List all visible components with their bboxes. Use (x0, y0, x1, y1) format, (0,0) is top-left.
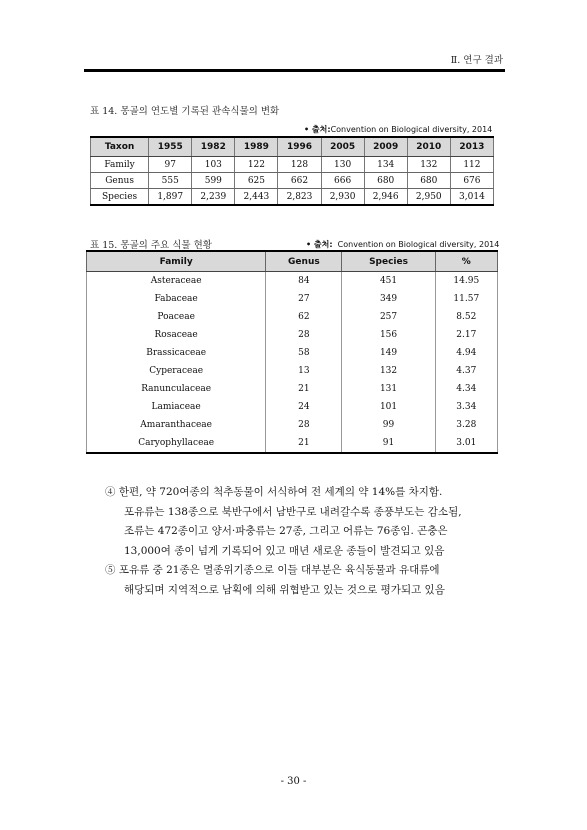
table15-header-cell: % (435, 251, 497, 272)
table-row (87, 272, 498, 291)
table15-cell: Rosaceae (87, 326, 266, 344)
table14-cell: 2,239 (192, 189, 235, 206)
paragraph-line: ⑤ 포유류 중 21종은 멸종위기종으로 이들 대부분은 육식동물과 유대류에 (105, 564, 440, 576)
table14-source (304, 124, 492, 135)
table14-cell: 2,443 (235, 189, 278, 206)
page-number: - 30 - (280, 776, 307, 787)
table-row (87, 380, 498, 398)
table15-cell: 14.95 (435, 272, 497, 291)
table15-cell: 149 (342, 344, 435, 362)
table15-cell: 28 (266, 416, 342, 434)
table14-header-cell: 1982 (192, 137, 235, 157)
table15-cell: 3.34 (435, 398, 497, 416)
table-row (91, 173, 494, 189)
table14-source-label: • 출처: (304, 125, 331, 134)
table14-cell: 3,014 (450, 189, 493, 206)
table14-header-cell: 1989 (235, 137, 278, 157)
table15-cell: Cyperaceae (87, 362, 266, 380)
table14-header-cell: Taxon (91, 137, 149, 157)
header-rule (84, 69, 505, 72)
table15-cell: 2.17 (435, 326, 497, 344)
table15-cell: 21 (266, 434, 342, 453)
table15-cell: 27 (266, 290, 342, 308)
table14-cell: 134 (364, 157, 407, 173)
table15-header-cell: Species (342, 251, 435, 272)
paragraph-4 (105, 483, 505, 561)
table15-cell: 3.01 (435, 434, 497, 453)
table15-source-label: • 출처: (306, 240, 333, 249)
table14-cell: 97 (149, 157, 192, 173)
table14-header-cell: 2009 (364, 137, 407, 157)
table15-cell: 91 (342, 434, 435, 453)
table15-cell: 4.94 (435, 344, 497, 362)
table14-cell: 103 (192, 157, 235, 173)
section-header: Ⅱ. 연구 결과 (450, 55, 503, 66)
table14-cell: 599 (192, 173, 235, 189)
table15-cell: Ranunculaceae (87, 380, 266, 398)
table-row (87, 308, 498, 326)
table15-header-cell: Genus (266, 251, 342, 272)
table15-cell: Caryophyllaceae (87, 434, 266, 453)
table15-cell: 4.34 (435, 380, 497, 398)
paragraph-line: 포유류는 138종으로 북반구에서 남반구로 내려갈수록 종풍부도는 감소됨, (124, 505, 462, 518)
table-row (91, 189, 494, 206)
table-row (87, 290, 498, 308)
table15-header-cell: Family (87, 251, 266, 272)
table15-cell: 13 (266, 362, 342, 380)
table15-header-row (87, 251, 498, 272)
table14-body (91, 157, 494, 206)
table-row (87, 326, 498, 344)
table14-cell: 128 (278, 157, 321, 173)
table15-cell: 451 (342, 272, 435, 291)
table15-cell: 3.28 (435, 416, 497, 434)
table14-cell: 2,823 (278, 189, 321, 206)
table14-cell: 1,897 (149, 189, 192, 206)
table15-cell: 257 (342, 308, 435, 326)
table15-cell: 24 (266, 398, 342, 416)
table14-cell: 680 (407, 173, 450, 189)
table14 (90, 136, 494, 206)
table14-cell: Species (91, 189, 149, 206)
paragraph-line: 13,000여 종이 넘게 기록되어 있고 매년 새로운 종들이 발견되고 있음 (124, 544, 445, 557)
table15-cell: Lamiaceae (87, 398, 266, 416)
table14-cell: 555 (149, 173, 192, 189)
table14-cell: Genus (91, 173, 149, 189)
table14-cell: 122 (235, 157, 278, 173)
table15 (86, 250, 498, 454)
table14-cell: 2,950 (407, 189, 450, 206)
table14-cell: 112 (450, 157, 493, 173)
table14-cell: 130 (321, 157, 364, 173)
table14-header-cell: 1996 (278, 137, 321, 157)
table15-cell: 132 (342, 362, 435, 380)
table15-source (306, 239, 499, 250)
table15-cell: 156 (342, 326, 435, 344)
table14-header-cell: 2013 (450, 137, 493, 157)
paragraph-line: 조류는 472종이고 양서·파충류는 27종, 그리고 어류는 76종임. 곤충은 (124, 525, 448, 537)
table15-cell: 101 (342, 398, 435, 416)
paragraph-line: ④ 한편, 약 720여종의 척추동물이 서식하여 전 세계의 약 14%를 차지함. (105, 486, 443, 498)
table14-source-text: Convention on Biological diversity, 2014 (330, 125, 493, 134)
table15-caption: 표 15. 몽골의 주요 식물 현황 (90, 240, 212, 251)
table15-cell: 84 (266, 272, 342, 291)
table15-cell: Brassicaceae (87, 344, 266, 362)
table-row (87, 416, 498, 434)
table14-caption: 표 14. 몽골의 연도별 기록된 관속식물의 변화 (90, 106, 280, 117)
table15-cell: 11.57 (435, 290, 497, 308)
table15-cell: 28 (266, 326, 342, 344)
table15-cell: Fabaceae (87, 290, 266, 308)
table14-cell: Family (91, 157, 149, 173)
table15-cell: 8.52 (435, 308, 497, 326)
table15-body (87, 272, 498, 454)
table14-cell: 2,946 (364, 189, 407, 206)
table-row (87, 398, 498, 416)
table14-header-row (91, 137, 494, 157)
paragraph-line: 해당되며 지역적으로 남획에 의해 위협받고 있는 것으로 평가되고 있음 (124, 583, 445, 596)
table15-cell: 21 (266, 380, 342, 398)
table-row (91, 157, 494, 173)
table15-cell: 131 (342, 380, 435, 398)
table15-cell: 62 (266, 308, 342, 326)
table15-cell: Amaranthaceae (87, 416, 266, 434)
table14-cell: 662 (278, 173, 321, 189)
table14-header-cell: 2010 (407, 137, 450, 157)
table14-cell: 680 (364, 173, 407, 189)
table-row (87, 434, 498, 453)
table15-cell: 4.37 (435, 362, 497, 380)
table15-cell: Asteraceae (87, 272, 266, 291)
table14-cell: 625 (235, 173, 278, 189)
table14-header-cell: 2005 (321, 137, 364, 157)
table14-header-cell: 1955 (149, 137, 192, 157)
table15-cell: Poaceae (87, 308, 266, 326)
table14-cell: 132 (407, 157, 450, 173)
table14-cell: 2,930 (321, 189, 364, 206)
table15-source-text: Convention on Biological diversity, 2014 (337, 240, 500, 249)
table-row (87, 344, 498, 362)
paragraph-5 (105, 561, 505, 600)
table15-cell: 349 (342, 290, 435, 308)
table-row (87, 362, 498, 380)
table15-cell: 58 (266, 344, 342, 362)
table14-cell: 676 (450, 173, 493, 189)
table14-cell: 666 (321, 173, 364, 189)
table15-cell: 99 (342, 416, 435, 434)
